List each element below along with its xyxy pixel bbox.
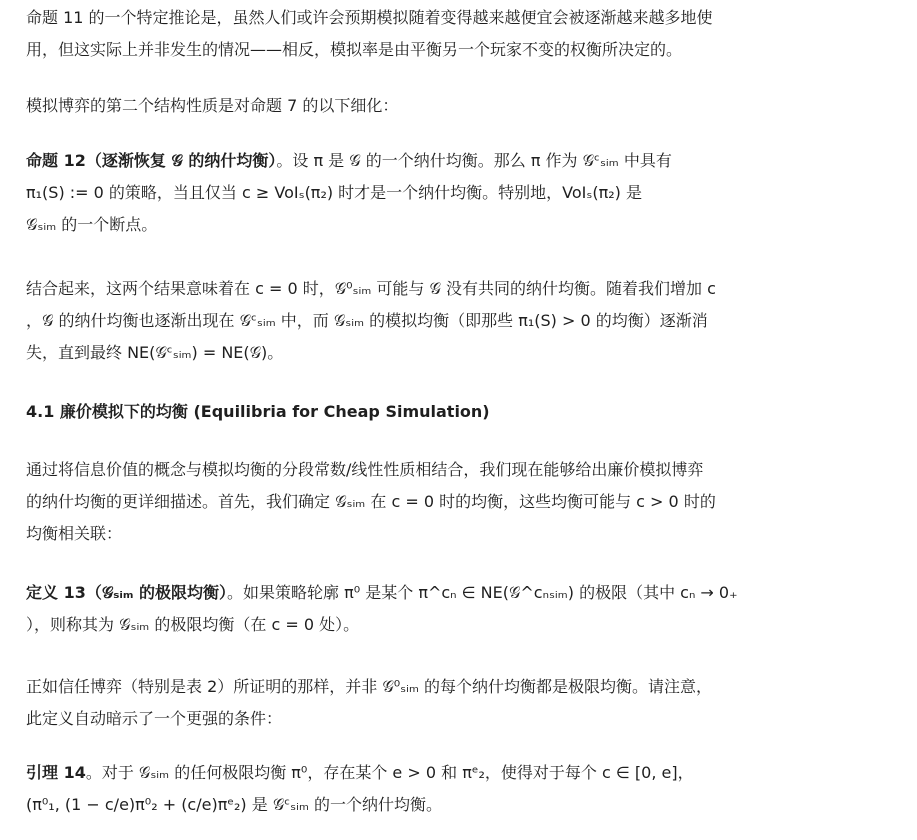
text-line xyxy=(26,577,896,609)
text-line: 模拟博弈的第二个结构性质是对命题 7 的以下细化： xyxy=(26,96,399,115)
text-line: 的纳什均衡的更详细描述。首先，我们确定 𝒢ₛᵢₘ 在 c = 0 时的均衡，这些均衡可能与 c > 0 时的 xyxy=(26,492,716,511)
text-line xyxy=(26,145,896,177)
definition-13 xyxy=(26,577,896,641)
section-heading-block xyxy=(26,396,896,428)
lemma-14 xyxy=(26,757,896,821)
proposition-text: 。设 π 是 𝒢 的一个纳什均衡。那么 π 作为 𝒢ᶜₛᵢₘ 中具有 xyxy=(276,151,672,170)
text-line: ），则称其为 𝒢ₛᵢₘ 的极限均衡（在 c = 0 处）。 xyxy=(26,615,360,634)
text-line: 命题 11 的一个特定推论是，虽然人们或许会预期模拟随着变得越来越便宜会被逐渐越来越多地使 xyxy=(26,8,713,27)
paragraph-structural-property xyxy=(26,90,896,122)
paragraph-trust-game xyxy=(26,671,896,735)
text-line: 均衡相关联： xyxy=(26,524,123,543)
text-line: 用，但这实际上并非发生的情况——相反，模拟率是由平衡另一个玩家不变的权衡所决定的。 xyxy=(26,40,683,59)
paragraph-cheap-simulation xyxy=(26,454,896,550)
section-heading: 4.1 廉价模拟下的均衡 (Equilibria for Cheap Simulation) xyxy=(26,402,490,421)
text-line: ，𝒢 的纳什均衡也逐渐出现在 𝒢ᶜₛᵢₘ 中，而 𝒢ₛᵢₘ 的模拟均衡（即那些 π₁(S) > 0 的均衡）逐渐消 xyxy=(26,311,708,330)
text-line: 𝒢ₛᵢₘ 的一个断点。 xyxy=(26,215,158,234)
paragraph-combined-results xyxy=(26,273,896,369)
lemma-label: 引理 14 xyxy=(26,763,86,782)
text-line: π₁(S) := 0 的策略，当且仅当 c ≥ VoIₛ(π₂) 时才是一个纳什均衡。特别地，VoIₛ(π₂) 是 xyxy=(26,183,642,202)
text-line: 此定义自动暗示了一个更强的条件： xyxy=(26,709,283,728)
text-line xyxy=(26,757,896,789)
text-line: 结合起来，这两个结果意味着在 c = 0 时，𝒢⁰ₛᵢₘ 可能与 𝒢 没有共同的纳什均衡。随着我们增加 c xyxy=(26,279,716,298)
paragraph-corollary xyxy=(26,2,896,66)
proposition-12 xyxy=(26,145,896,241)
definition-label: 定义 13（𝒢ₛᵢₘ 的极限均衡） xyxy=(26,583,228,602)
text-line: 正如信任博弈（特别是表 2）所证明的那样，并非 𝒢⁰ₛᵢₘ 的每个纳什均衡都是极限均衡。请注意， xyxy=(26,677,713,696)
proposition-label: 命题 12（逐渐恢复 𝒢 的纳什均衡） xyxy=(26,151,277,170)
lemma-text: 。对于 𝒢ₛᵢₘ 的任何极限均衡 π⁰，存在某个 e > 0 和 πᵉ₂，使得对于每个 c ∈ [0, e]， xyxy=(85,763,694,782)
text-line: 通过将信息价值的概念与模拟均衡的分段常数/线性性质相结合，我们现在能够给出廉价模拟博弈 xyxy=(26,460,704,479)
definition-text: 。如果策略轮廓 π⁰ 是某个 π^cₙ ∈ NE(𝒢^cₙₛᵢₘ) 的极限（其中 cₙ → 0₊ xyxy=(227,583,738,602)
text-line: (π⁰₁, (1 − c/e)π⁰₂ + (c/e)πᵉ₂) 是 𝒢ᶜₛᵢₘ 的一个纳什均衡。 xyxy=(26,795,443,814)
text-line: 失，直到最终 NE(𝒢ᶜₛᵢₘ) = NE(𝒢)。 xyxy=(26,343,284,362)
